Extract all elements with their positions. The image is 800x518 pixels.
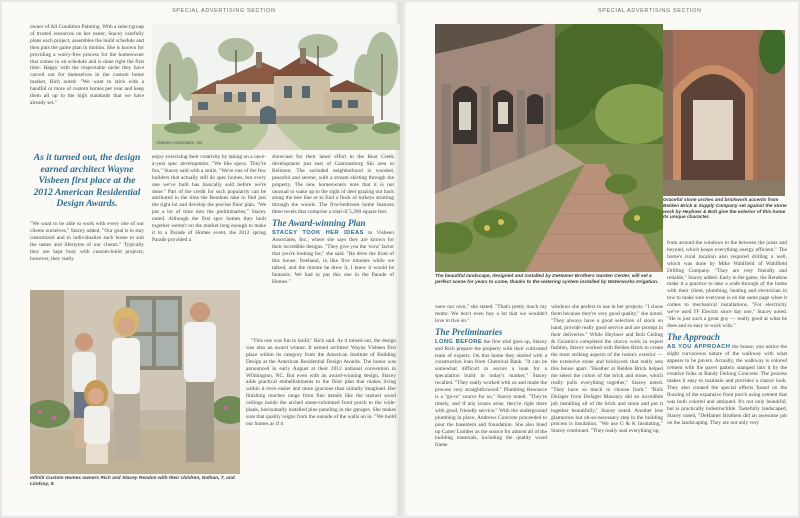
house-rendering-drawing xyxy=(152,24,400,150)
porch-walkway-photo xyxy=(435,24,663,272)
award-lead: STACEY TOOK HER IDEAS xyxy=(272,230,364,237)
right-col2-text: windows she prefers to use in her projects. "I chose them because they're very good quality," she noted. "They always have a good selection of stock on hand, provide really good service and are prompt in their deliveries." While Heyboer and Bolt Ceiling & Ceramics completed the stucco work in expert fashion, Stacey worked with Belden Brick to create the most striking aspects of the home's exterior — the extensive stone and brickwork that really sets this house apart. "Heather at Belden Brick helped me select the colors of the brick and stone, which really pulls everything together," Stacey noted. "They have so much to choose from." "Rick DeJager from DeJager Masonry did an incredible job installing all of the brick and stone and put it together beautifully," Stacey noted. Another less glamorous but oh-so-necessary step in the building process is insulation. "We use G & K Insulating," Stacey continued. "They really seal everything up, xyxy=(551,304,663,435)
family-photo xyxy=(30,290,240,474)
house-rendering-image xyxy=(152,24,400,150)
right-page xyxy=(401,2,798,516)
section-header-right: SPECIAL ADVERTISING SECTION xyxy=(598,8,702,14)
left-col4-text: "This one was fun to build," Rich said. As it turned out, the design was also an award winner. It earned architect Wayne Visbeen first place within its category from the American Institute of Building Design at the American Residential Design Awards. The honor was announced in early August at their 2012 national convention in Wilmington, NC. But even with an award-winning design, Stacey adds practical embellishments to the floor plan that makes living within it even easier and more gracious than initially imagined. Her finishing touches range from fine details like the stained wood ceilings inside the arched stone-columned front porch to the wide-plank, horizontally installed pine paneling in the garages. She makes sure that quality reigns from the outside of the walls on in. "We build our homes as if it xyxy=(246,338,396,427)
approach-heading: The Approach xyxy=(667,331,720,342)
left-col3 xyxy=(272,154,394,286)
preliminaries-text: the first stud goes up, Stacey and Rich prepare the property with their cultivated team of experts. On this home they started with a construction loan from Chemical Bank. "It can be somewhat difficult to secure a loan for a speculation build in today's market," Stacey recalled. "They really worked with us and made the process very straightforward." Plumbing Resource is a "go-to" source for us," Stacey noted. "They're timely, and if any issues arise, they're right there with good, friendly service." With the underground plumbing in place, Andrews Concrete proceeded to pour the basement and foundation. She also lined up Carter Lumber as the source for almost all of the building materials, including the quality wood frame xyxy=(435,338,548,449)
left-col1-top xyxy=(30,24,144,108)
award-text: to Visbeen Associates, Inc., where she says they are known for their incredible designs. "They give you the 'wow' factor that you're looking for," she said. "He drew the front of this house, freehand, in like five minutes while we talked, and the minute he drew it, I knew it would be fantastic. We had to put this one in the Parade of Homes." xyxy=(272,230,394,285)
right-col3-text: from around the windows to the between the joists and beyond, which keeps everything energy efficient." The home's rural location also required drilling a well, which was done by Mike Wahlfield of Wahlfield Drilling Company. "They are very friendly and reliable," Stacey added. Early in the game, the Rendons make it a practice to take a walk-through of the home with their client, plumbing, heating and electrician in tow to make sure everyone is on the same page when it comes to mechanical installations. "For electricity we've used TF Electric since day one," Stacey noted. "He is just such a great guy — really good at what he does and so easy to work with." xyxy=(667,240,788,329)
family-photo-drawing xyxy=(30,290,240,474)
left-col4 xyxy=(246,338,396,429)
arch-brickwork-drawing xyxy=(663,30,785,196)
preliminaries-lead: LONG BEFORE xyxy=(435,338,483,345)
arch-photo-caption: Graceful stone arches and brickwork accents from Belden Brick & Supply Company set against the stone work by Heyboer & Bolt give the exterior of this home its unique character. xyxy=(663,198,787,221)
family-photo-caption: Infiniti Custom Homes owners Rich and Stacey Rendon with their children, Nathan, 7, and Lindsay, 9. xyxy=(30,476,235,487)
award-paragraph xyxy=(272,230,394,285)
left-page xyxy=(2,2,400,516)
left-col2 xyxy=(152,154,266,245)
approach-paragraph xyxy=(667,344,787,427)
left-col3-top-text: showcase for their latest effort in the Bear Creek development just east of Cannonsburg Ski area in Belmont. The secluded neighborhood is wooded, peaceful and serene, with a stream skirting through the property. The new homeowners note that it is not unusual to wake up to the sight of deer grazing out back along the tree line or to find a flock of turkeys strutting through the woods. The five-bedroom home features three levels that comprise a total of 5,300 square feet. xyxy=(272,154,394,216)
porch-walkway-drawing xyxy=(435,24,663,272)
award-heading: The Award-winning Plan xyxy=(272,218,366,229)
right-col1-text: were our own," she stated. "That's pretty much my motto. We don't even buy a lot that we wouldn't love to live on." xyxy=(435,304,547,324)
left-col1-top-text: owner of All Condition Painting. With a select group of trusted resources on her roster, Stacey carefully plans each project, assembles the build schedule and then puts the game plan in motion. She is known for providing a worry-free process for the homeowner that comes in on schedule and is done right the first time. Happy with the respectable niche they have carved out for themselves in the custom home market, Rich noted: "We want to stick with a handful or more of custom homes per year and keep them all up to the high standards that we have already set." xyxy=(30,24,144,106)
left-col1-bottom xyxy=(30,221,144,263)
arch-brickwork-photo xyxy=(663,30,785,196)
right-col1 xyxy=(435,304,547,450)
approach-text: the house, you notice the slight curvaceous nature of the walkway with what appears to be pavers. Actually, the walkway is colored cement with the paver pattern stamped into it by the creative folks at Randy DeJong Concrete. The process makes it easy to maintain and provides a classic look. They also created the special effects found on the flooring of the expansive front porch using cement that was both colored and antiqued. It's not only beautiful, but is practically indestructible. Tastefully landscaped, Stacey noted, "DeHamer Brothers did an awesome job on the landscaping. They are not only very xyxy=(667,343,787,426)
right-col3 xyxy=(667,240,787,428)
approach-lead: AS YOU APPROACH xyxy=(667,343,731,350)
right-col2 xyxy=(551,304,663,436)
preliminaries-paragraph xyxy=(435,339,547,450)
porch-photo-caption: The beautiful landscape, designed and installed by DeHamer Brothers Garden Center, will set a perfect scene for years to come, thanks to the watering system installed by Waterworks Irrigation. xyxy=(435,274,659,285)
left-col1-bottom-text: "We want to be able to work with every one of our clients ourselves," Stacey added. "Our goal is to stay customized and to individualize each home to suit the tastes and lifestyles of our clients." Typically they are kept busy with custom-build projects; however, they really xyxy=(30,221,144,262)
preliminaries-heading: The Preliminaries xyxy=(435,326,503,337)
rendering-credit: Visbeen Associates, Inc. xyxy=(156,140,204,145)
section-header-left: SPECIAL ADVERTISING SECTION xyxy=(172,8,276,14)
pull-quote: As it turned out, the design earned architect Wayne Visbeen first place at the 2012 American Residential Design Awards. xyxy=(33,152,141,210)
left-col2-text: enjoy exercising their creativity by taking on a once-a-year spec development. "We like specs. They're fun," Stacey said with a smile. "We're one of the few builders that actually still do spec homes, but every one we've built has basically sold before we're done." Part of the credit for such popularity can be attributed to the time the Rendons take to find just the right lot and develop the precise floor plan. "We put a lot of time into the preliminaries," Stacey noted. Although the first spec homes they built together weren't on the market long enough to make it to a Parade of Homes event, the 2012 spring Parade provided a xyxy=(152,154,266,243)
